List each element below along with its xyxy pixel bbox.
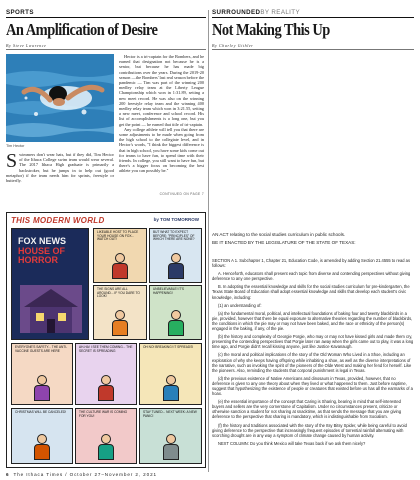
article-paragraph: (f) the history and traditions associated with the story of the Itsy Bitsy Spider, while being careful to avoid giving deference to the perspective that increasingly frequent episodes of torrential rainfall alternating with scorching drought are in any way a symptom of climate change caused by human activity. (212, 422, 407, 438)
panel-caption: THE CULTURE WAR IS COMING FOR YOU! (79, 410, 128, 418)
photo-caption: Tim Hector (6, 144, 25, 148)
character-figure (165, 253, 187, 279)
panel-caption: THE SIGNS ARE ALL AROUND... IF YOU DARE TO LOOK! (97, 287, 140, 299)
article-paragraph: (e) the essential importance of the concept that Caring is Sharing, bearing in mind that self-interested buyers and sellers are the very cornerstone of Capitalism. Under no circumstances present, criticize or otherwise sanction a student for not sharing at snacktime, as that sends the message that you are giving deference to the perspective that sharing is mandatory, which is indistinguishable from Socialism. (212, 399, 402, 420)
character-figure (31, 375, 53, 401)
article-paragraph: (c) the moral and political implications of the story of the Old Woman Who Lived in a Shoe, including an exploration of why she keeps having offspring while inhabiting a shoe, as well as the diverse interpretations of the narrative, such as invoking the spirit of the pioneers of the Olde West and making her fend for herself. Like the pioneers. Also, reminding the students that corporal punishment is legal in Texas. (212, 352, 412, 373)
tv-line: FOX NEWS (18, 236, 67, 246)
headline-right: Not Making This Up (212, 20, 330, 39)
drop-cap: S (6, 150, 18, 172)
character-figure (31, 434, 53, 460)
character-figure (109, 253, 131, 279)
article-paragraph: (b) the history and complexity of Georgie Porgie, who may or may not have kissed girls and made them cry, presenting the contending perspectives that Porgie later ran away when the girls came out to play, it was a long time ago, and Porgie didn't recall kissing anyone, just like Justice Kavanaugh. (212, 334, 414, 350)
comic-panel (139, 343, 202, 405)
character-figure (165, 310, 187, 336)
comic-panel (139, 408, 202, 464)
character-figure (109, 310, 131, 336)
headline-left: An Amplification of Desire (6, 20, 158, 39)
comic-panel (11, 408, 73, 464)
byline-left: By Steve Lawrence (6, 43, 47, 48)
character-figure (95, 434, 117, 460)
page-footer (6, 472, 157, 477)
tv-headline (18, 237, 66, 266)
article-paragraph: A. Henceforth, educators shall present each topic from diverse and contending perspectives without giving deference to any one perspective. (212, 271, 411, 282)
article-lede (6, 152, 114, 183)
comic-panel (93, 228, 147, 283)
tv-line: HORROR (18, 255, 58, 265)
character-figure (160, 375, 182, 401)
article-paragraph: (a) the fundamental moral, political, and intellectual foundations of baking four and twenty blackbirds in a pie, provided, however that there be equal exposure to alternative theories regarding the number of blackbirds, the conditions in which the pie may or may not have been baked, and the race or ethnicity of the person(s) engaged in the baking, if any, of the pie. (212, 310, 413, 332)
comic-panel (75, 343, 137, 405)
article-body-right (212, 258, 414, 449)
tv-line: HOUSE OF (18, 245, 66, 256)
article-paragraph: Any college athlete will tell you that there are some adjustments to be made when going from the high school to the collegiate level, and in Hector's words, "I think the biggest difference is that in high school, you have some kids come out for teams to have fun, to spend time with their friends. In college, you still want to have fun, but there's a bigger focus on becoming the best athlete you can possibly be." (119, 126, 204, 174)
byline-rule (212, 49, 414, 50)
haunted-house-icon (20, 285, 82, 333)
page-number: 6 (6, 472, 10, 477)
enacting-clause: BE IT ENACTED BY THE LEGISLATURE OF THE STATE OF TEXAS: (212, 240, 356, 245)
bill-title: AN ACT relating to the social studies curriculum in public schools. (212, 232, 346, 237)
byline-rule (6, 49, 206, 50)
bill-intro (212, 232, 414, 246)
lede-text: wimmers don't wear hats, but if they did, Tim Hector of the Ithaca College swim team would wear several. The 2017 Ithaca High graduate is primarily a backstroker, but he jumps in to help out (good metaphor) if the team needs him for sprints, freestyle or butterfly. (6, 152, 114, 184)
section-label-thin: BY REALITY (260, 9, 301, 16)
article-paragraph: SECTION A 1. Subchapter 1, Chapter 21, Education Code, is amended by adding Section 21.4555 to read as follows: (212, 258, 410, 269)
article-body-left (119, 54, 204, 174)
article-paragraph: (1) an understanding of: (218, 302, 262, 308)
section-rule (6, 17, 206, 18)
panel-caption: AH-HA! I SEE THEM COMING... THE SECRET IS SPREADING (79, 345, 133, 353)
section-label-sports: SPORTS (6, 9, 34, 16)
panel-caption: UNBELIEVABLE! IT'S HAPPENING! (153, 287, 185, 295)
footer-publication: The Ithaca Times / October 27–November 2, 2021 (13, 472, 158, 477)
comic-strip (6, 212, 206, 468)
comic-panel (75, 408, 137, 464)
character-figure (160, 434, 182, 460)
comic-panel (11, 343, 73, 405)
byline-right: By Charley Githler (212, 43, 254, 48)
comic-panel (93, 285, 147, 340)
continued-link[interactable]: CONTINUED ON PAGE 7 (159, 192, 204, 196)
next-column-teaser: NEXT COLUMN: Do you think Mexico will take Texas back if we ask them nicely? (218, 440, 366, 446)
article-paragraph: B. In adopting the essential knowledge and skills for the social studies curriculum for pre-kindergarten, the Texas State Board of Education shall adopt essential knowledge and skills that develop each student's civic knowledge, including: (212, 284, 410, 300)
article-paragraph: (d) the previous existence of Native Americans and dinosaurs in Texas, provided, however, that no deference is given to any one theory about when they lived or what happened to them. Just before naptime, suggest that hypothesizing the existence of people or creatures that existed before us has all the earmarks of a hoax. (212, 375, 413, 397)
panel-caption: EVERYONE'S SAFETY... THE ANTI-VACCINE GUESTS ARE HERE (15, 345, 68, 353)
comic-panel-tv (11, 228, 89, 340)
panel-caption: BUT WHAT TO EXPECT BEFORE: "PRINCIPLES" OF WHICH THERE ARE NONE? (153, 230, 195, 242)
column-divider (208, 10, 209, 472)
panel-caption: STAY TUNED... NEXT WEEK: A NEW PANIC! (143, 410, 197, 418)
comic-author: by TOM TOMORROW (153, 217, 199, 222)
article-paragraph: Hector is a tri-captain for the Bombers, and he earned that designation not because he is a senior, but because he has made big contributions over the years. During the 2019-20 season —the Bombers' last real season before the pandemic — Tim was part of the winning 200 medley relay team at the Liberty League Championship which won in 1:31.89, setting a new meet record. He was also on the winning 200 freestyle relay team and the winning 400 medley relay team which won in 3:21.55, setting a new meet, conference and school record. His list of accomplishments is a long one, but you get the point — he earned that title of tri-captain. (119, 54, 204, 127)
character-figure (95, 375, 117, 401)
panel-caption: CHRISTMAS WILL BE CANCELED! (15, 410, 67, 414)
section-label-bold: SURROUNDED (212, 9, 261, 16)
section-label-surrounded (212, 9, 300, 16)
comic-title: THIS MODERN WORLD (11, 216, 105, 225)
section-rule (212, 17, 414, 18)
panel-caption: LIKEABLE HOST TO PLACE YOUR HOUSE ON FOX... WATCH OUT! (97, 230, 139, 242)
comic-panel (149, 285, 202, 340)
swimmer-photo (6, 54, 114, 142)
comic-panel (149, 228, 202, 283)
panel-caption: OH NO! BREAKING! IT SPREADS! (143, 345, 194, 349)
